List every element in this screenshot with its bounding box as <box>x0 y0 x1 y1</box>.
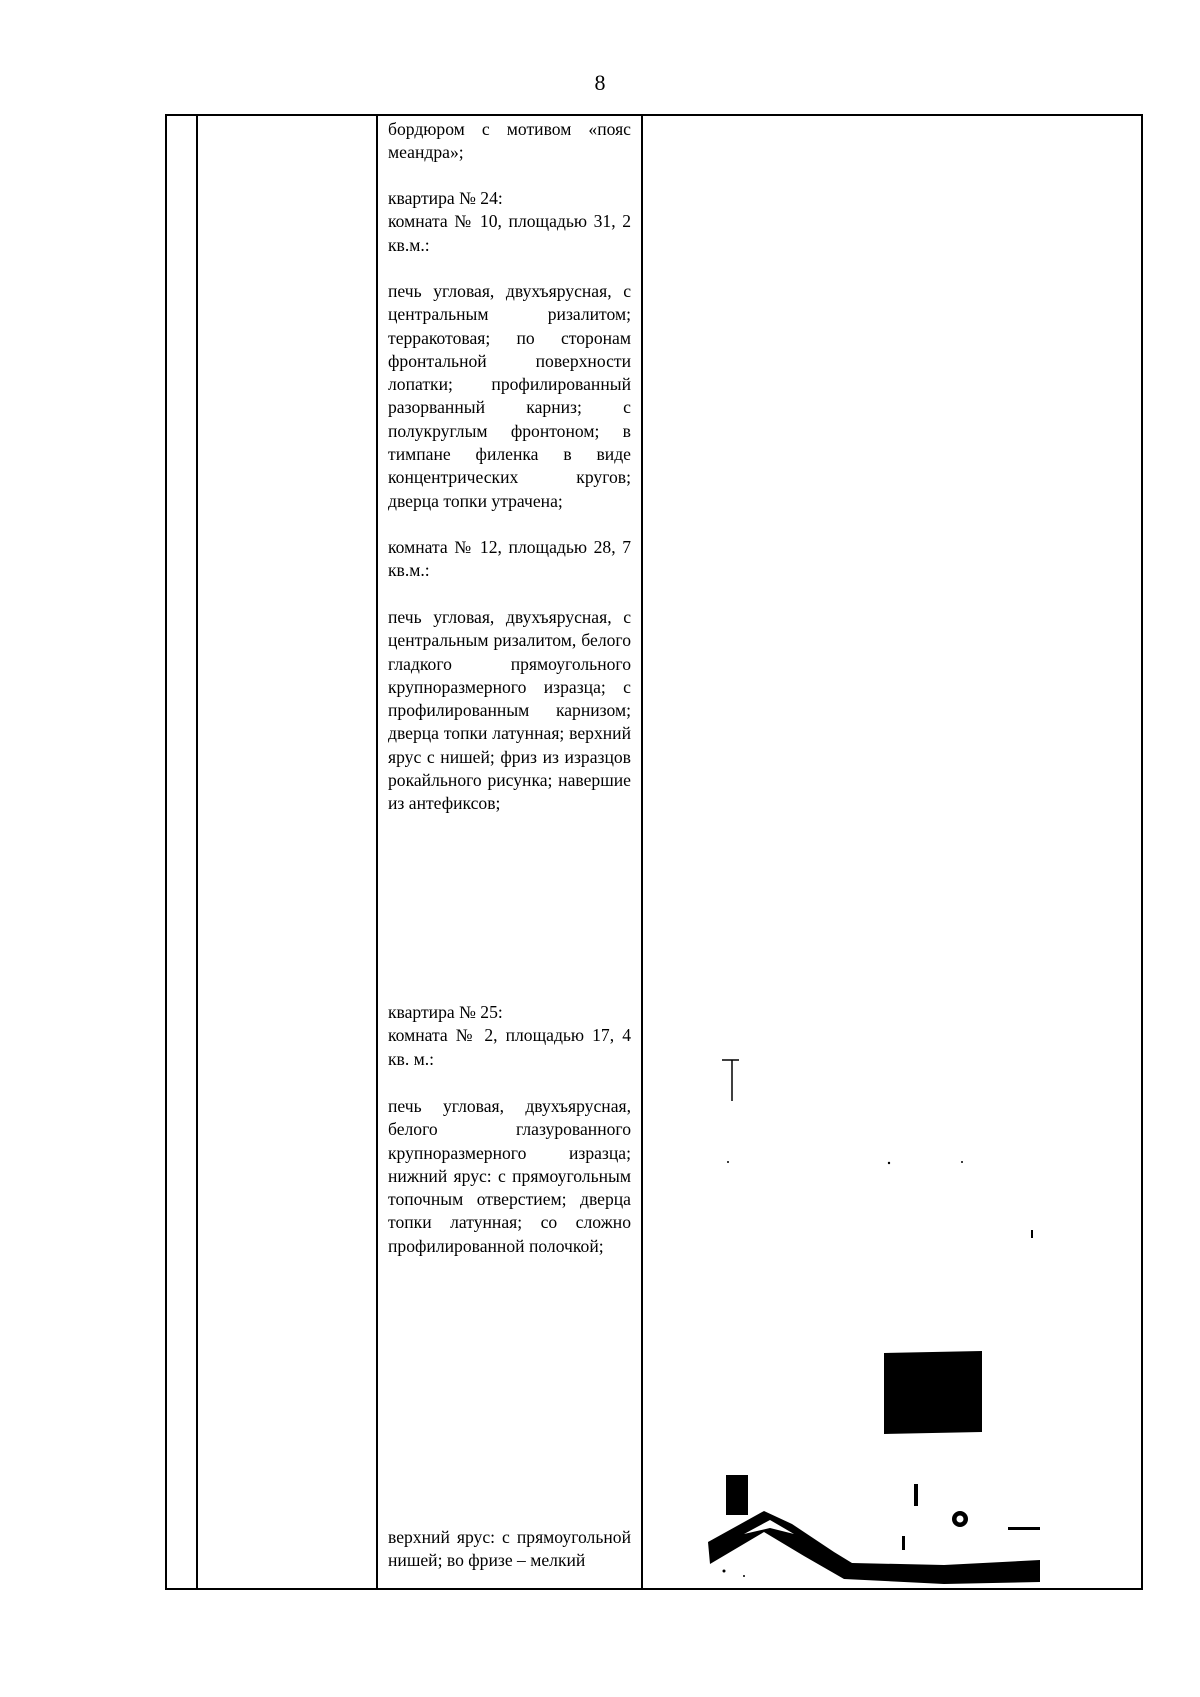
room-heading: комната № 2, площадью 17, 4 кв. м.: <box>388 1025 631 1069</box>
text-block-stove-terracotta <box>388 280 631 513</box>
column-divider <box>376 116 378 1588</box>
apartment-heading: квартира № 25: <box>388 1002 503 1022</box>
text-block-stove-glazed <box>388 1095 631 1258</box>
text-block-apartment-24 <box>388 187 631 257</box>
text-block-room-12 <box>388 536 631 583</box>
paragraph: печь угловая, двухъярусная, белого глазурованного крупноразмерного изразца; нижний ярус: с прямоугольным топочным отверстием; дверца топки латунная; со сложно профилированной полочкой; <box>388 1096 631 1256</box>
stove-photo <box>644 116 1143 1588</box>
text-block-apartment-25 <box>388 1001 631 1071</box>
apartment-heading: квартира № 24: <box>388 188 503 208</box>
text-block-upper-tier <box>388 1526 631 1573</box>
document-table <box>165 114 1143 1590</box>
text-block-stove-white <box>388 606 631 816</box>
paragraph: печь угловая, двухъярусная, с центральным ризалитом; терракотовая; по сторонам фронтальной поверхности лопатки; профилированный разорванный карниз; с полукруглым фронтоном; в тимпане филенка в виде концентрических кругов; дверца топки утрачена; <box>388 281 631 511</box>
text-block-border-motif <box>388 118 631 165</box>
room-heading: комната № 10, площадью 31, 2 кв.м.: <box>388 211 631 255</box>
photo-column <box>644 116 1143 1588</box>
paragraph: печь угловая, двухъярусная, с центральным ризалитом, белого гладкого прямоугольного крупноразмерного изразца; с профилированным карнизом; дверца топки латунная; верхний ярус с нишей; фриз из изразцов рокайльного рисунка; навершие из антефиксов; <box>388 607 631 814</box>
room-heading: комната № 12, площадью 28, 7 кв.м.: <box>388 537 631 581</box>
column-divider <box>196 116 198 1588</box>
paragraph: верхний ярус: с прямоугольной нишей; во фризе – мелкий <box>388 1527 631 1571</box>
page-number: 8 <box>594 70 606 95</box>
column-divider <box>641 116 643 1588</box>
paragraph: бордюром с мотивом «пояс меандра»; <box>388 119 631 163</box>
